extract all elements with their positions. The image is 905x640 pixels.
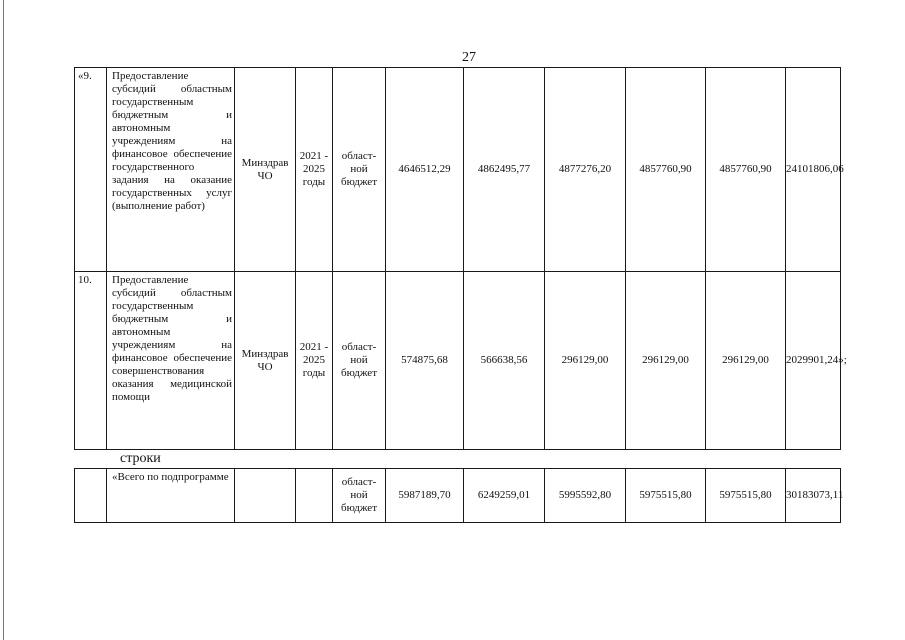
row-value: 566638,56	[464, 272, 545, 450]
row-value: 2029901,24»;	[786, 272, 841, 450]
row-period: 2021 - 2025 годы	[296, 272, 333, 450]
row-source: област- ной бюджет	[333, 272, 386, 450]
row-value: 4857760,90	[626, 68, 706, 272]
row-number: «9.	[75, 68, 107, 272]
row-value: 574875,68	[386, 272, 464, 450]
between-label: строки	[120, 451, 161, 466]
row-value: 296129,00	[626, 272, 706, 450]
row-value: 4646512,29	[386, 68, 464, 272]
row-executor: Минздрав ЧО	[235, 272, 296, 450]
row-executor: Минздрав ЧО	[235, 68, 296, 272]
total-value: 5975515,80	[626, 469, 706, 523]
row-source: област- ной бюджет	[333, 68, 386, 272]
row-description: Предоставление субсидий областным государственным бюджетным и автономным учреждениям на финансовое обеспечение совершенствования оказания медицинской помощи	[107, 272, 235, 450]
row-value: 296129,00	[706, 272, 786, 450]
row-value: 4857760,90	[706, 68, 786, 272]
row-value: 4877276,20	[545, 68, 626, 272]
total-table	[74, 468, 844, 523]
total-description: «Всего по подпрограмме	[107, 469, 235, 523]
total-row	[75, 469, 841, 523]
table-row	[75, 272, 841, 450]
total-value: 5987189,70	[386, 469, 464, 523]
row-period: 2021 - 2025 годы	[296, 68, 333, 272]
total-number-cell	[75, 469, 107, 523]
total-executor-cell	[235, 469, 296, 523]
program-table	[74, 67, 847, 450]
total-value: 5995592,80	[545, 469, 626, 523]
row-number: 10.	[75, 272, 107, 450]
page-edge-line	[3, 0, 4, 640]
total-period-cell	[296, 469, 333, 523]
page-number: 27	[462, 50, 476, 65]
row-description: Предоставление субсидий областным государственным бюджетным и автономным учреждениям на финансовое обеспечение государственного задания на оказание государственных услуг (выполнение работ)	[107, 68, 235, 272]
row-value: 4862495,77	[464, 68, 545, 272]
total-source: област- ной бюджет	[333, 469, 386, 523]
table-row	[75, 68, 841, 272]
row-value: 24101806,06	[786, 68, 841, 272]
total-value: 30183073,11	[786, 469, 841, 523]
total-value: 5975515,80	[706, 469, 786, 523]
total-value: 6249259,01	[464, 469, 545, 523]
row-value: 296129,00	[545, 272, 626, 450]
